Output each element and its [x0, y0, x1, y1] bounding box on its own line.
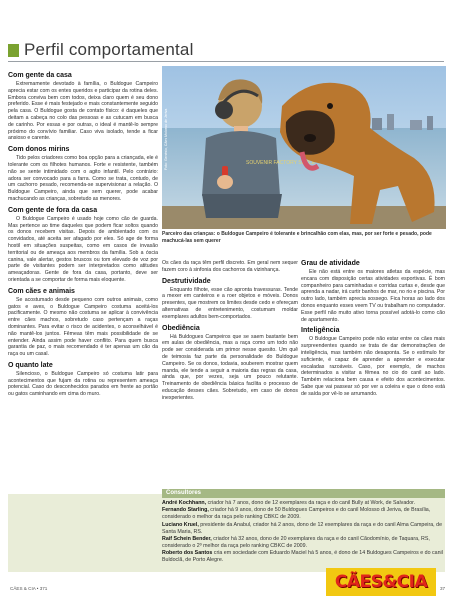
section-heading: O quanto late: [8, 361, 53, 369]
consultant-entry: [162, 550, 445, 564]
title-divider: [8, 61, 444, 62]
consultant-name: Luciano Kruel,: [162, 521, 199, 528]
footer-folio: CÃES & CIA • 371: [10, 586, 48, 591]
consultant-entry: [162, 536, 445, 550]
section-text: O Buldogue Campeiro é usado hoje como cão de guarda. Mas pertence ao time daqueles que podem ficar soltos quando os donos recebem visitas. Depois de ambientado com os convidados, até aceita ser afagado por eles. Só age de forma hostil em situações suspeitas, como em casos de invasão territorial ou de ameaça aos membros da família. Sob a óscia canina, vale alertar, gestos bruscos ou tom elevado de voz por parte de visitantes podem ser interpretados como atitudes ameaçadoras. Gente de fora da casa, portanto, deve ser orientada a se comportar de forma mais eloquente.: [8, 215, 158, 283]
consultant-desc: criador há 32 anos, dono de 20 exemplares da raça e do canil Cãodomínio, de Taquara, RS, considerado o 2º melhor da raça pelo ranking CBKC de 2009.: [162, 536, 430, 549]
section-heading: Com donos mirins: [8, 146, 70, 154]
logo-text: CÃES&CIA: [334, 572, 428, 592]
section-text: Ele não está entre os maiores atletas da espécie, mas encara com disposição certas atividades esportivas. É bom companheiro para caminhadas e corridas curtas e, desde que aprenda a nadar, irá curtir banhos de mar, no rio e piscina. Por outro lado, também aprecia sossego. Fica horas ao lado dos donos enquanto esses veem TV ou trabalham no computador. Esse perfil não muito ativo torna possível adotá-lo como cão de apartamento.: [301, 269, 445, 323]
consultants-title: Consultores: [166, 490, 202, 496]
column-left: [8, 68, 158, 398]
photo-credit: Foto: Genésio, Cães Molosso de Jeriva: [164, 108, 168, 170]
consultant-desc: criador há 9 anos, dono de 50 Buldogues Campeiros e do canil Molosso di Jeriva, de Brasília, considerado o melhor da raça pelo ranking CBKC de 2009.: [162, 507, 431, 521]
section-heading: Com gente da casa: [8, 72, 72, 79]
section-text: Os cães da raça têm perfil discreto. Em geral nem sequer fazem coro à sinfonia dos cachorros da vizinhança.: [162, 260, 298, 273]
section-text: Há Buldogues Campeiros que se saem bastante bem em aulas de obediência, mas a raça como um todo não pode ser considerada um primor nesse quesito. Um quê de teimosia faz parte da personalidade do Buldogue Campeiro. Se os donos, todavia, souberem mostrar quem manda, ele tende a seguir a maioria das regras da casa, ainda que, por vezes, seja um pouco relutante. Treinamento de obediência básica facilita o processo de educação desses cães. Sobretudo, em caso de donos inexperientes.: [162, 333, 298, 401]
page-number: 37: [440, 586, 446, 591]
consultants-tab: [162, 489, 445, 498]
section-heading: Inteligência: [301, 327, 340, 335]
dog-and-child-photo: [162, 66, 446, 229]
section-heading: Com gente de fora da casa: [8, 206, 98, 214]
page-title: Perfil comportamental: [24, 40, 194, 59]
consultant-entry: [162, 500, 445, 507]
section-text: Tido pelos criadores como boa opção para a criançada, ele é tolerante com os filhotes humanos. Forte e resistente, também não se sente intimidado com o agito infantil. Pelo contrário: adora ser convocado para a farra. Como se trata, contudo, de um cachorro pesado, recomenda-se supervisionar a relação. O Buldogue Campeiro, ainda que sem querer, pode acabar machucando as crianças, sobretudo as menores.: [8, 155, 158, 202]
section-text: Extremamente devotado à família, o Buldogue Campeiro aprecia estar com os entes queridos e participar da rotina deles. Embora conviva bem com todos, deixa claro quem é seu dono preferido. Esse é mais festejado e mais constantemente seguido pela casa. O Buldogue gosta de contato físico: é daqueles que deitam a cabeça no colo das pessoas e as cutucam em busca de carinho. Por essas e por outras, o ideal é mantê-lo sempre próximo do convívio familiar. Caso viva isolado, tende a ficar ansioso e carente.: [8, 81, 158, 142]
consultant-name: Raif Schein Bender,: [162, 536, 212, 543]
section-text: Enquanto filhote, esse cão apronta travessuras. Tende a mexer em canteiros e a roer objetos e móveis. Donos presentes, que mostrem os limites desde cedo e ofereçam alternativas de entretenimento, costumam moldar exemplares adultos bem-comportados.: [162, 286, 298, 320]
consultant-entry: [162, 507, 445, 521]
magazine-logo: [326, 568, 436, 596]
page-title-block: [8, 40, 194, 60]
column-middle: [162, 260, 298, 402]
column-right: [301, 260, 445, 398]
section-text: O Buldogue Campeiro pode não estar entre os cães mais surpreendentes quando se trata de dar demonstrações de inteligência, mas também não desaponta. Se o estímulo for suficiente, é capaz de aprender a aprender e executar escaladas razoáveis. Caso, por exemplo, de machos determinados a visitar a fêmea no cio do canil ao lado. Também relaciona bem causa e efeito dos acontecimentos. Sabe que vai passear só por ver a coleira e que o dono está de saída por vê-lo se arrumando.: [301, 336, 445, 397]
title-square-marker: [8, 44, 19, 57]
section-heading: Grau de atividade: [301, 260, 360, 267]
consultant-name: André Kochhann,: [162, 500, 207, 506]
section-text: Silencioso, o Buldogue Campeiro só costuma latir para acontecimentos que fujam da rotina ou representem ameaça potencial. Caso do desconhecidos parados em frente ao portão ou gatos caminhando em cima do muro.: [8, 370, 158, 398]
consultant-desc: criador há 7 anos, dono de 12 exemplares da raça e do canil Bully at Work, de Salvador.: [206, 500, 416, 506]
consultant-desc: presidente da Anabul, criador há 2 anos, dono de 12 exemplares da raça e do canil Alma Campeira, de Santa Maria, RS.: [162, 521, 443, 535]
section-text: Se acostumado desde pequeno com outros animais, como gatos e aves, o Buldogue Campeiro costuma aceitá-los pacificamente. O mesmo não costuma se aplicar à convivência entre cães machos, sobretudo caso pertençam a raças dominantes. Para evitar o risco de acidentes, o aconselhável é não mantê-los juntos. Fêmeas têm mais possibilidade de se entender. Ainda assim pode haver conflito. Para quem busca garantia de paz, o mais recomendado é ter apenas um cão da raça ou um casal.: [8, 296, 158, 358]
shirt-print: SOUVENIR FACTORY SIZZLE: [246, 160, 316, 166]
consultant-entry: [162, 522, 445, 536]
consultant-desc: cria em sociedade com Eduardo Maciel há 5 anos, é dono de 14 Buldogues Campeiros e do canil Buldoclã, de Porto Alegre.: [162, 550, 443, 564]
section-heading: Destrutividade: [162, 277, 211, 285]
consultants-list: [162, 500, 445, 565]
photo-caption: Parceiro das crianças: o Buldogue Campeiro é tolerante e brincalhão com elas, mas, por ser forte e pesado, pode machucá-las sem querer: [162, 231, 432, 244]
consultant-name: Fernando Starling,: [162, 507, 209, 514]
consultant-name: Roberto dos Santos: [162, 550, 213, 557]
photo-illustration: [162, 66, 446, 229]
section-heading: Com cães e animais: [8, 287, 75, 295]
section-heading: Obediência: [162, 324, 200, 332]
